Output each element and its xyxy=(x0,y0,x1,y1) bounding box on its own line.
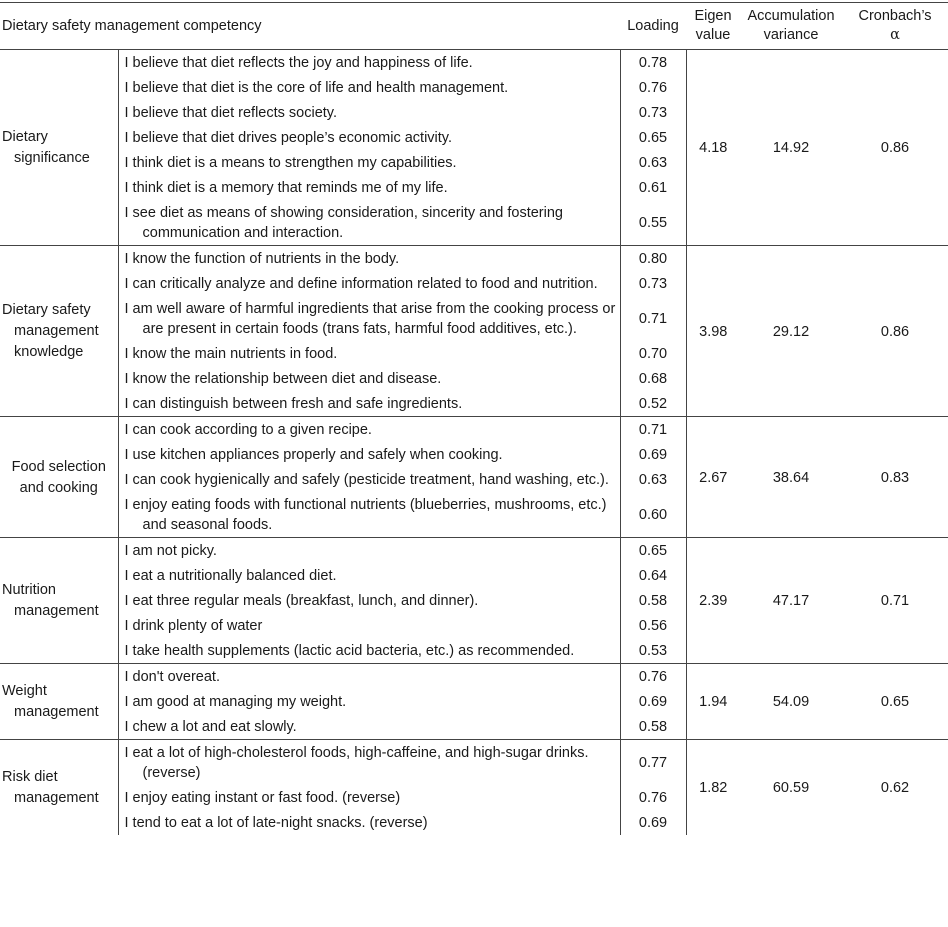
table-row xyxy=(0,417,948,443)
item-loading: 0.80 xyxy=(620,246,686,272)
factor-name-line-2: management xyxy=(14,790,99,806)
accumulation-variance: 54.09 xyxy=(740,664,842,740)
item-text-cell xyxy=(118,200,620,246)
item-text-cell xyxy=(118,613,620,638)
table-body xyxy=(0,50,948,836)
table-row xyxy=(0,740,948,786)
item-text-cell xyxy=(118,467,620,492)
item-text-cell xyxy=(118,492,620,538)
header-loading: Loading xyxy=(620,3,686,50)
item-text-cell xyxy=(118,740,620,786)
item-text: I know the main nutrients in food. xyxy=(124,346,338,362)
item-text-cell xyxy=(118,150,620,175)
header-eigen-line2: value xyxy=(695,27,731,43)
factor-name-line-1: Risk diet xyxy=(2,769,58,785)
item-text: I can cook hygienically and safely (pesticide treatment, hand washing, etc.). xyxy=(124,472,609,488)
item-text-cell xyxy=(118,366,620,391)
item-text-cell xyxy=(118,246,620,272)
factor-name xyxy=(0,246,118,417)
item-loading: 0.68 xyxy=(620,366,686,391)
item-text: I can distinguish between fresh and safe ingredients. xyxy=(124,396,463,412)
item-loading: 0.52 xyxy=(620,391,686,417)
accumulation-variance: 29.12 xyxy=(740,246,842,417)
item-loading: 0.63 xyxy=(620,467,686,492)
cronbach-alpha: 0.86 xyxy=(842,50,948,246)
factor-name-line-2: management xyxy=(14,704,99,720)
header-accum-line1: Accumulation xyxy=(747,8,835,24)
factor-name-line-3: knowledge xyxy=(14,344,84,360)
item-text: I eat a nutritionally balanced diet. xyxy=(124,568,337,584)
item-text-cell xyxy=(118,175,620,200)
item-text: I am good at managing my weight. xyxy=(124,694,347,710)
accumulation-variance: 38.64 xyxy=(740,417,842,538)
item-loading: 0.60 xyxy=(620,492,686,538)
item-loading: 0.58 xyxy=(620,714,686,740)
factor-analysis-table xyxy=(0,2,948,835)
cronbach-alpha: 0.62 xyxy=(842,740,948,836)
item-loading: 0.78 xyxy=(620,50,686,76)
item-text-cell xyxy=(118,588,620,613)
factor-name-line-2: and cooking xyxy=(19,479,98,496)
item-loading: 0.73 xyxy=(620,100,686,125)
item-text-cell xyxy=(118,296,620,341)
eigen-value: 1.94 xyxy=(686,664,740,740)
factor-name-line-2: management xyxy=(14,603,99,619)
header-cronbach xyxy=(842,3,948,50)
item-text: I believe that diet reflects the joy and happiness of life. xyxy=(124,55,473,71)
item-text-cell xyxy=(118,638,620,664)
table-row xyxy=(0,246,948,272)
item-text-cell xyxy=(118,100,620,125)
factor-name-line-1: Nutrition xyxy=(2,582,56,598)
item-loading: 0.65 xyxy=(620,125,686,150)
header-eigen-line1: Eigen xyxy=(694,8,732,24)
factor-name xyxy=(0,417,118,538)
item-loading: 0.64 xyxy=(620,563,686,588)
item-text: I am not picky. xyxy=(124,543,217,559)
item-text-cell xyxy=(118,75,620,100)
item-text-cell xyxy=(118,563,620,588)
item-loading: 0.73 xyxy=(620,271,686,296)
item-text-cell xyxy=(118,341,620,366)
item-loading: 0.71 xyxy=(620,296,686,341)
cronbach-alpha: 0.86 xyxy=(842,246,948,417)
table-header-row xyxy=(0,3,948,50)
factor-name xyxy=(0,538,118,664)
factor-name-line-2: management xyxy=(14,323,99,339)
item-text: I am well aware of harmful ingredients that arise from the cooking process or are present in certain foods (trans fats, harmful food additives, etc.). xyxy=(124,301,616,337)
header-cronbach-line1: Cronbach’s xyxy=(858,8,932,24)
item-loading: 0.56 xyxy=(620,613,686,638)
item-text: I drink plenty of water xyxy=(124,618,263,634)
item-text-cell xyxy=(118,271,620,296)
item-text-cell xyxy=(118,442,620,467)
factor-name xyxy=(0,664,118,740)
item-text: I think diet is a means to strengthen my capabilities. xyxy=(124,155,457,171)
item-text-cell xyxy=(118,714,620,740)
item-text: I don't overeat. xyxy=(124,669,220,685)
item-text: I believe that diet reflects society. xyxy=(124,105,338,121)
header-accum-line2: variance xyxy=(763,27,819,43)
accumulation-variance: 14.92 xyxy=(740,50,842,246)
item-text-cell xyxy=(118,391,620,417)
item-text: I tend to eat a lot of late-night snacks. (reverse) xyxy=(124,815,428,831)
item-text-cell xyxy=(118,417,620,443)
item-text: I see diet as means of showing consideration, sincerity and fostering communication and interaction. xyxy=(124,205,563,241)
factor-name-line-1: Dietary safety xyxy=(2,302,91,318)
header-accumulation xyxy=(740,3,842,50)
item-loading: 0.61 xyxy=(620,175,686,200)
header-cronbach-line2: α xyxy=(890,27,900,43)
factor-name-line-1: Weight xyxy=(2,683,47,699)
item-text: I think diet is a memory that reminds me of my life. xyxy=(124,180,448,196)
item-text: I know the function of nutrients in the body. xyxy=(124,251,400,267)
factor-name xyxy=(0,740,118,836)
item-text-cell xyxy=(118,785,620,810)
item-text: I know the relationship between diet and disease. xyxy=(124,371,442,387)
factor-name-line-1: Dietary xyxy=(2,129,48,145)
item-loading: 0.71 xyxy=(620,417,686,443)
item-text: I enjoy eating foods with functional nutrients (blueberries, mushrooms, etc.) and seasonal foods. xyxy=(124,497,607,533)
item-text-cell xyxy=(118,538,620,564)
header-eigen xyxy=(686,3,740,50)
accumulation-variance: 60.59 xyxy=(740,740,842,836)
item-text: I take health supplements (lactic acid bacteria, etc.) as recommended. xyxy=(124,643,575,659)
item-text-cell xyxy=(118,689,620,714)
item-text: I can cook according to a given recipe. xyxy=(124,422,372,438)
item-loading: 0.55 xyxy=(620,200,686,246)
item-loading: 0.70 xyxy=(620,341,686,366)
eigen-value: 1.82 xyxy=(686,740,740,836)
item-loading: 0.69 xyxy=(620,442,686,467)
factor-name xyxy=(0,50,118,246)
eigen-value: 3.98 xyxy=(686,246,740,417)
eigen-value: 2.67 xyxy=(686,417,740,538)
item-loading: 0.76 xyxy=(620,785,686,810)
item-loading: 0.58 xyxy=(620,588,686,613)
item-text-cell xyxy=(118,810,620,835)
eigen-value: 4.18 xyxy=(686,50,740,246)
item-text-cell xyxy=(118,50,620,76)
item-text: I enjoy eating instant or fast food. (reverse) xyxy=(124,790,401,806)
item-loading: 0.76 xyxy=(620,664,686,690)
item-text: I believe that diet is the core of life and health management. xyxy=(124,80,509,96)
item-loading: 0.69 xyxy=(620,689,686,714)
item-text: I can critically analyze and define information related to food and nutrition. xyxy=(124,276,598,292)
table-row xyxy=(0,664,948,690)
item-loading: 0.53 xyxy=(620,638,686,664)
factor-name-line-1: Food selection xyxy=(11,458,106,475)
item-text: I chew a lot and eat slowly. xyxy=(124,719,297,735)
item-text: I eat three regular meals (breakfast, lunch, and dinner). xyxy=(124,593,479,609)
item-text-cell xyxy=(118,664,620,690)
item-loading: 0.65 xyxy=(620,538,686,564)
item-loading: 0.76 xyxy=(620,75,686,100)
accumulation-variance: 47.17 xyxy=(740,538,842,664)
item-loading: 0.69 xyxy=(620,810,686,835)
table-row xyxy=(0,538,948,564)
eigen-value: 2.39 xyxy=(686,538,740,664)
item-text-cell xyxy=(118,125,620,150)
table-row xyxy=(0,50,948,76)
cronbach-alpha: 0.65 xyxy=(842,664,948,740)
cronbach-alpha: 0.83 xyxy=(842,417,948,538)
item-text: I believe that diet drives people’s economic activity. xyxy=(124,130,452,146)
item-text: I eat a lot of high-cholesterol foods, high-caffeine, and high-sugar drinks. (reverse) xyxy=(124,745,589,781)
item-loading: 0.63 xyxy=(620,150,686,175)
item-loading: 0.77 xyxy=(620,740,686,786)
factor-name-line-2: significance xyxy=(14,150,90,166)
cronbach-alpha: 0.71 xyxy=(842,538,948,664)
header-competency: Dietary safety management competency xyxy=(0,3,620,50)
item-text: I use kitchen appliances properly and safely when cooking. xyxy=(124,447,503,463)
